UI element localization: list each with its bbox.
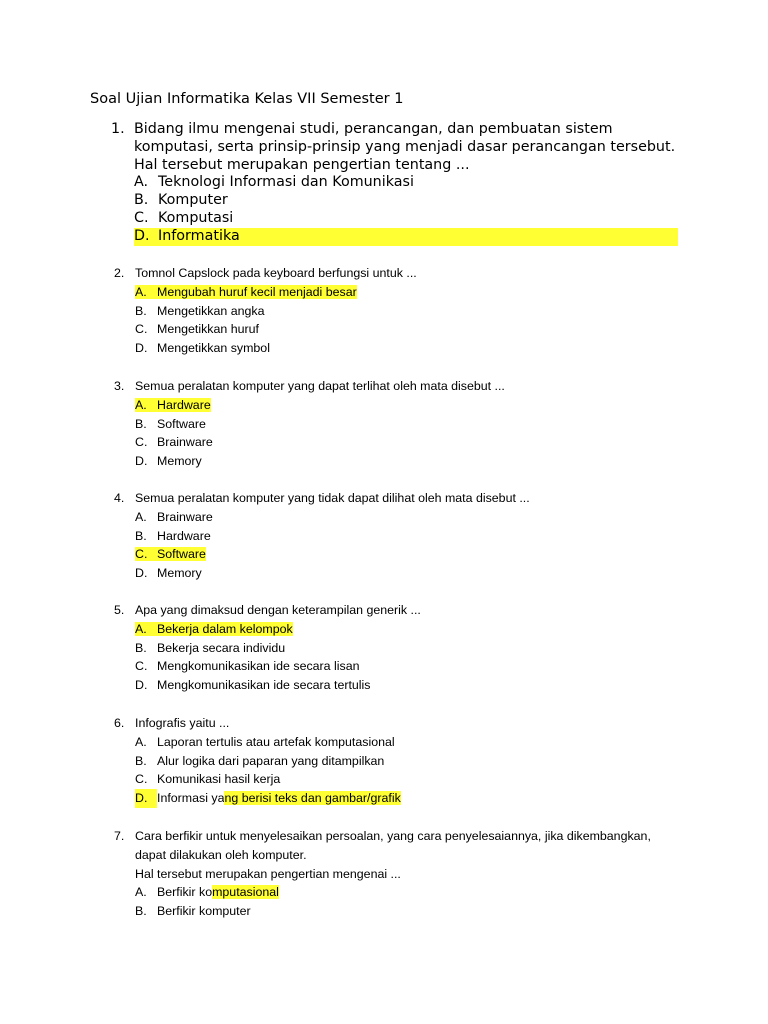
option-a xyxy=(135,620,714,639)
option-b xyxy=(135,302,714,321)
option-letter: B. xyxy=(135,904,147,919)
question-stem: Hal tersebut merupakan pengertian mengenai ... xyxy=(135,866,401,881)
option-b xyxy=(135,639,714,658)
option-letter: D. xyxy=(135,566,148,581)
question-3 xyxy=(114,377,714,471)
option-letter: A. xyxy=(135,621,147,636)
option-letter: D. xyxy=(134,227,150,244)
question-number: 6. xyxy=(114,716,125,730)
option-d xyxy=(135,676,714,695)
option-letter: B. xyxy=(135,416,147,431)
option-b xyxy=(134,192,701,210)
option-c xyxy=(135,545,714,564)
option-b xyxy=(135,527,714,546)
question-stem: Hal tersebut merupakan pengertian tentang ... xyxy=(134,156,470,173)
option-a xyxy=(135,508,714,527)
question-number: 4. xyxy=(114,491,125,505)
option-text: Komputer xyxy=(158,192,228,209)
option-letter: C. xyxy=(135,659,148,674)
question-1 xyxy=(111,121,701,246)
option-text: Brainware xyxy=(157,509,213,524)
option-c xyxy=(135,657,714,676)
option-d xyxy=(135,789,714,808)
option-d-highlighted xyxy=(134,228,678,246)
question-number: 2. xyxy=(114,266,125,280)
option-a xyxy=(135,883,714,902)
question-7 xyxy=(114,827,714,921)
option-a xyxy=(134,174,701,192)
option-text: Mengetikkan angka xyxy=(157,303,265,318)
answer-highlight xyxy=(135,285,357,299)
option-letter: A. xyxy=(135,885,147,900)
option-letter: C. xyxy=(135,322,148,337)
option-text: Laporan tertulis atau artefak komputasional xyxy=(157,734,395,749)
question-stem: Cara berfikir untuk menyelesaikan persoalan, yang cara penyelesaiannya, jika dikembangkan, xyxy=(135,829,651,843)
question-stem: Apa yang dimaksud dengan keterampilan generik ... xyxy=(135,603,421,617)
option-letter: C. xyxy=(135,435,148,450)
option-text: Brainware xyxy=(157,435,213,450)
option-letter: A. xyxy=(135,284,147,299)
option-text-plain: Informasi ya xyxy=(157,791,225,806)
answer-highlight xyxy=(135,622,293,636)
option-b xyxy=(135,415,714,434)
answer-highlight xyxy=(135,398,211,412)
option-letter: A. xyxy=(134,174,149,191)
option-text: Software xyxy=(157,547,206,562)
option-text-plain: Berfikir ko xyxy=(157,885,213,900)
option-text: Memory xyxy=(157,454,202,469)
answer-highlight xyxy=(135,547,206,561)
option-text: Bekerja secara individu xyxy=(157,640,286,655)
option-letter: A. xyxy=(135,397,147,412)
option-a xyxy=(135,283,714,302)
option-c xyxy=(135,320,714,339)
option-text: Komputasi xyxy=(158,209,234,226)
option-text: Hardware xyxy=(157,528,211,543)
question-stem: Semua peralatan komputer yang tidak dapat dilihat oleh mata disebut ... xyxy=(135,491,530,505)
question-2 xyxy=(114,264,714,358)
question-stem: komputasi, serta prinsip-prinsip yang menjadi dasar perancangan tersebut. xyxy=(134,138,676,155)
question-number: 3. xyxy=(114,379,125,393)
option-letter: B. xyxy=(135,303,147,318)
option-text: Hardware xyxy=(157,397,211,412)
option-letter: C. xyxy=(135,547,148,562)
option-d xyxy=(135,339,714,358)
option-letter: B. xyxy=(135,753,147,768)
option-text: Teknologi Informasi dan Komunikasi xyxy=(158,174,414,191)
option-letter: D. xyxy=(135,678,148,693)
option-a xyxy=(135,733,714,752)
option-letter: D. xyxy=(135,789,157,808)
option-text: Mengkomunikasikan ide secara tertulis xyxy=(157,678,371,693)
document-title: Soal Ujian Informatika Kelas VII Semester 1 xyxy=(90,91,404,107)
option-text: Berfikir komputer xyxy=(157,904,251,919)
option-b xyxy=(135,902,714,921)
option-letter: B. xyxy=(134,192,149,209)
option-text: Komunikasi hasil kerja xyxy=(157,772,281,787)
option-text-highlighted: mputasional xyxy=(212,885,279,900)
option-letter: D. xyxy=(135,454,148,469)
option-letter: C. xyxy=(135,772,148,787)
question-5 xyxy=(114,601,714,695)
option-text: Mengetikkan huruf xyxy=(157,322,259,337)
option-text: Mengkomunikasikan ide secara lisan xyxy=(157,659,360,674)
question-6 xyxy=(114,714,714,808)
option-text: Software xyxy=(157,416,206,431)
option-d xyxy=(135,452,714,471)
question-number: 7. xyxy=(114,829,125,843)
option-text: Mengetikkan symbol xyxy=(157,341,270,356)
option-letter: D. xyxy=(135,341,148,356)
option-letter: C. xyxy=(134,209,149,226)
option-a xyxy=(135,396,714,415)
question-4 xyxy=(114,489,714,583)
option-text-highlighted: ng berisi teks dan gambar/grafik xyxy=(224,791,401,806)
question-number: 5. xyxy=(114,603,125,617)
option-c xyxy=(135,433,714,452)
option-letter: A. xyxy=(135,734,147,749)
option-letter: B. xyxy=(135,528,147,543)
option-c xyxy=(135,770,714,789)
question-number: 1. xyxy=(111,121,125,137)
option-letter: A. xyxy=(135,509,147,524)
option-text: Informatika xyxy=(158,227,240,244)
question-stem: Semua peralatan komputer yang dapat terlihat oleh mata disebut ... xyxy=(135,379,505,393)
option-c xyxy=(134,210,701,228)
option-text: Mengubah huruf kecil menjadi besar xyxy=(157,284,357,299)
option-text: Alur logika dari paparan yang ditampilkan xyxy=(157,753,385,768)
question-stem: Bidang ilmu mengenai studi, perancangan, dan pembuatan sistem xyxy=(134,121,613,137)
question-stem: Infografis yaitu ... xyxy=(135,716,230,730)
option-b xyxy=(135,752,714,771)
option-d xyxy=(135,564,714,583)
option-text: Memory xyxy=(157,566,202,581)
option-letter: B. xyxy=(135,640,147,655)
question-stem: dapat dilakukan oleh komputer. xyxy=(135,847,307,862)
question-stem: Tomnol Capslock pada keyboard berfungsi untuk ... xyxy=(135,266,417,280)
option-text: Bekerja dalam kelompok xyxy=(157,621,293,636)
